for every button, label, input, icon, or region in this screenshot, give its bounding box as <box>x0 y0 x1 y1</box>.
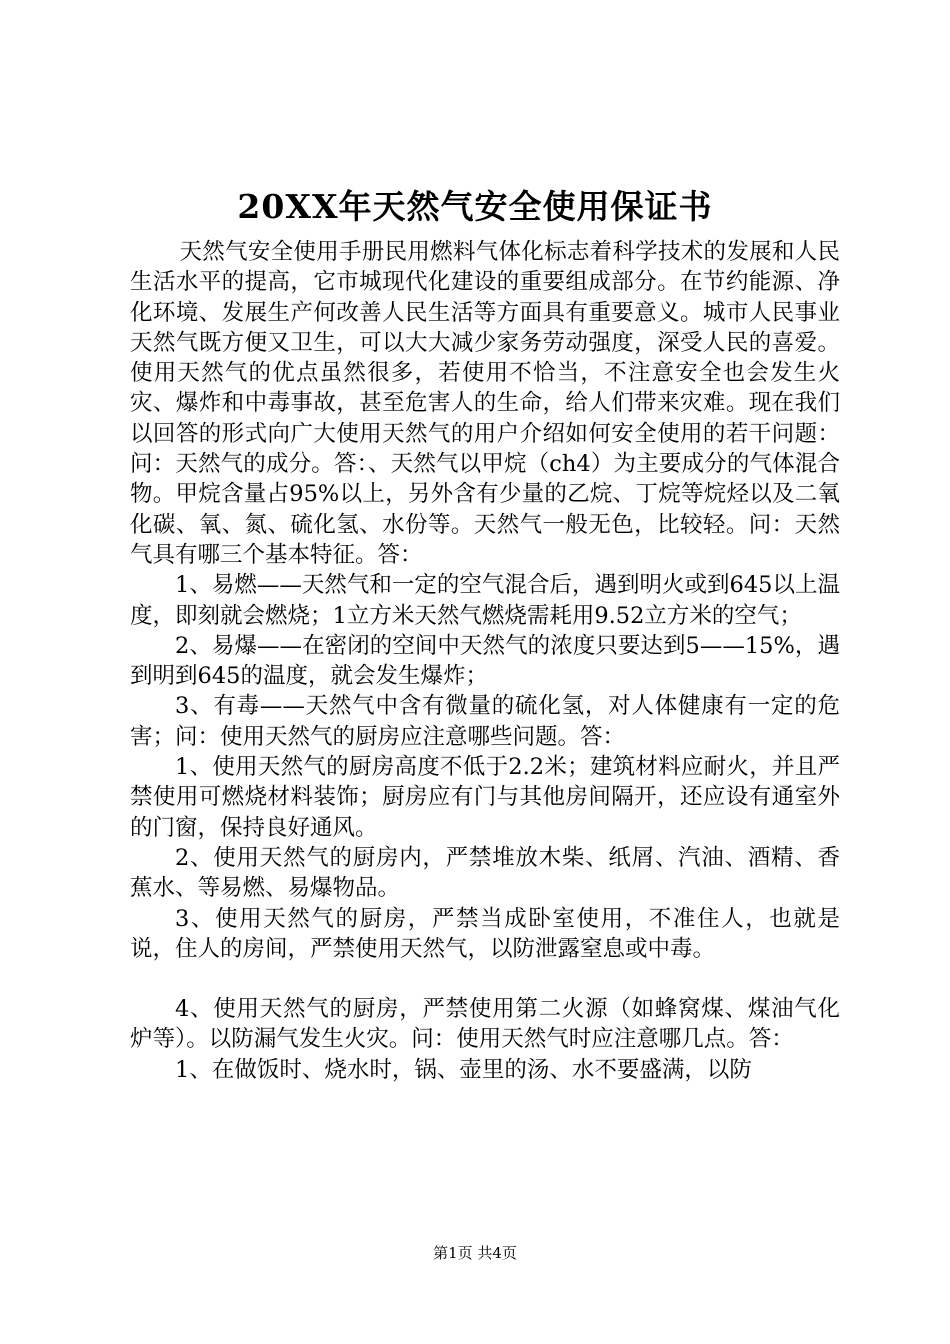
paragraph-feature-toxic: 3、有毒——天然气中含有微量的硫化氢，对人体健康有一定的危害；问：使用天然气的厨房应注意哪些问题。答： <box>130 693 840 750</box>
paragraph-intro: 天然气安全使用手册民用燃料气体化标志着科学技术的发展和人民生活水平的提高，它市城现代化建设的重要组成部分。在节约能源、净化环境、发展生产何改善人民生活等方面具有重要意义。城市人民事业天然气既方便又卫生，可以大大减少家务劳动强度，深受人民的喜爱。使用天然气的优点虽然很多，若使用不恰当，不注意安全也会发生火灾、爆炸和中毒事故，甚至危害人的生命，给人们带来灾难。现在我们以回答的形式向广大使用天然气的用户介绍如何安全使用的若干问题：问：天然气的成分。答：、天然气以甲烷（ch4）为主要成分的气体混合物。甲烷含量占95%以上，另外含有少量的乙烷、丁烷等烷烃以及二氧化碳、氧、氮、硫化氢、水份等。天然气一般无色，比较轻。问：天然气具有哪三个基本特征。答： <box>130 239 840 568</box>
paragraph-kitchen-rule-1: 1、使用天然气的厨房高度不低于2.2米；建筑材料应耐火，并且严禁使用可燃烧材料装饰；厨房应有门与其他房间隔开，还应设有通室外的门窗，保持良好通风。 <box>130 754 840 841</box>
paragraph-usage-rule-1: 1、在做饭时、烧水时，锅、壶里的汤、水不要盛满，以防 <box>175 1056 752 1083</box>
page-footer: 第1页 共4页 <box>433 1244 517 1262</box>
paragraph-feature-explosive: 2、易爆——在密闭的空间中天然气的浓度只要达到5——15%，遇到明到645的温度，就会发生爆炸； <box>130 632 840 690</box>
paragraph-kitchen-rule-2: 2、使用天然气的厨房内，严禁堆放木柴、纸屑、汽油、酒精、香蕉水、等易燃、易爆物品。 <box>130 844 840 902</box>
paragraph-kitchen-rule-3: 3、使用天然气的厨房，严禁当成卧室使用，不准住人，也就是说，住人的房间，严禁使用天然气，以防泄露窒息或中毒。 <box>130 905 840 962</box>
document-body <box>130 237 840 1085</box>
document-title: 20XX年天然气安全使用保证书 <box>237 187 713 226</box>
paragraph-feature-flammable: 1、易燃——天然气和一定的空气混合后，遇到明火或到645以上温度，即刻就会燃烧；1立方米天然气燃烧需耗用9.52立方米的空气； <box>130 572 840 629</box>
paragraph-kitchen-rule-4: 4、使用天然气的厨房，严禁使用第二火源（如蜂窝煤、煤油气化炉等）。以防漏气发生火灾。问：使用天然气时应注意哪几点。答： <box>130 996 840 1053</box>
